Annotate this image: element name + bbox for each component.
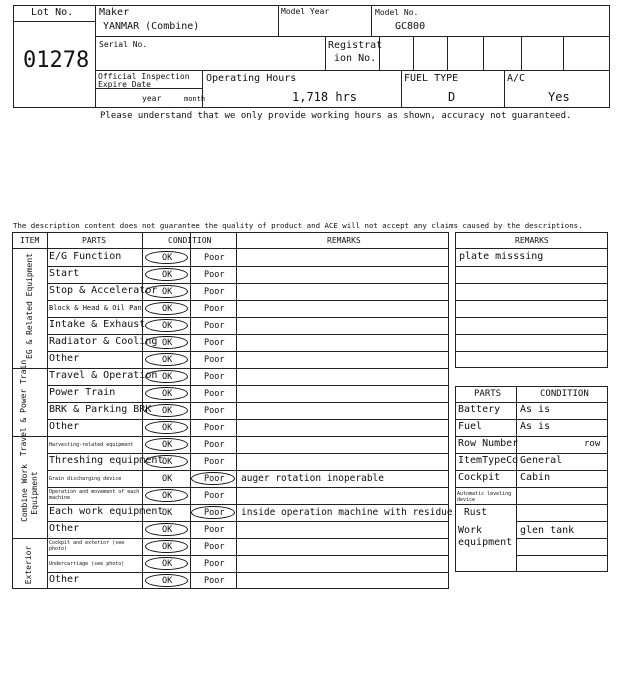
- condition-ok[interactable]: OK: [162, 321, 173, 331]
- selected-condition-circle: [145, 268, 188, 281]
- condition-poor[interactable]: Poor: [204, 372, 225, 382]
- spec-part-label: ItemTypeCd: [458, 455, 519, 466]
- right-remark-line: plate misssing: [459, 251, 544, 262]
- selected-condition-circle: [145, 370, 188, 383]
- row-part-label: Start: [49, 268, 80, 279]
- selected-condition-circle: [145, 251, 188, 264]
- right-remarks-header: REMARKS: [515, 236, 549, 245]
- condition-ok[interactable]: OK: [162, 559, 173, 569]
- selected-condition-circle: [145, 387, 188, 400]
- spec-part-label: Row Number: [458, 438, 519, 449]
- row-part-label: BRK & Parking BRK: [49, 404, 152, 415]
- condition-poor[interactable]: Poor: [204, 559, 225, 569]
- condition-ok[interactable]: OK: [162, 355, 173, 365]
- condition-ok[interactable]: OK: [162, 474, 173, 484]
- condition-poor[interactable]: Poor: [204, 508, 225, 518]
- registration-label-line2: ion No.: [334, 53, 377, 64]
- group-label-exterior: Exterior: [24, 545, 33, 585]
- inspection-label-line1: Official Inspection: [98, 72, 190, 81]
- spec-value: Cabin: [520, 472, 551, 483]
- fuel-type-value: D: [448, 90, 456, 104]
- spec-extra: row: [584, 439, 601, 449]
- selected-condition-circle: [145, 336, 188, 349]
- row-part-label: Intake & Exhaust: [49, 319, 146, 330]
- maker-value: YANMAR (Combine): [103, 21, 200, 32]
- row-part-label: Operation and movement of each machine: [49, 489, 140, 501]
- condition-poor[interactable]: Poor: [204, 253, 225, 263]
- selected-condition-circle: [145, 319, 188, 332]
- maker-label: Maker: [99, 7, 130, 18]
- condition-poor[interactable]: Poor: [204, 440, 225, 450]
- column-header-condition: CONDITION: [168, 236, 212, 245]
- row-part-label: Threshing equipment: [49, 455, 164, 466]
- condition-poor[interactable]: Poor: [204, 304, 225, 314]
- selected-condition-circle: [145, 523, 188, 536]
- condition-ok[interactable]: OK: [162, 270, 173, 280]
- row-remark: auger rotation inoperable: [241, 473, 384, 484]
- condition-ok[interactable]: OK: [162, 287, 173, 297]
- row-part-label: Radiator & Cooling: [49, 336, 158, 347]
- condition-poor[interactable]: Poor: [204, 321, 225, 331]
- spec-value: As is: [520, 404, 551, 415]
- group-label-combine: Combine Work Equipment: [20, 464, 39, 522]
- selected-condition-circle: [145, 421, 188, 434]
- column-header-remarks: REMARKS: [327, 236, 361, 245]
- lot-label: Lot No.: [31, 7, 74, 18]
- condition-ok[interactable]: OK: [162, 525, 173, 535]
- row-part-label: Other: [49, 353, 80, 364]
- selected-condition-circle: [191, 506, 235, 519]
- column-header-item: ITEM: [20, 236, 40, 245]
- spec-value: General: [520, 455, 563, 466]
- fuel-type-label: FUEL TYPE: [404, 73, 459, 84]
- hours-note: Please understand that we only provide working hours as shown, accuracy not guaranteed.: [100, 111, 572, 121]
- row-part-label: Grain discharging device: [49, 476, 122, 482]
- selected-condition-circle: [145, 557, 188, 570]
- spec-parts-header: PARTS: [474, 389, 502, 399]
- condition-ok[interactable]: OK: [162, 423, 173, 433]
- condition-poor[interactable]: Poor: [204, 542, 225, 552]
- condition-ok[interactable]: OK: [162, 338, 173, 348]
- selected-condition-circle: [145, 404, 188, 417]
- spec-part-label: Automatic leveling device: [457, 491, 512, 503]
- condition-ok[interactable]: OK: [162, 372, 173, 382]
- selected-condition-circle: [145, 540, 188, 553]
- selected-condition-circle: [145, 455, 188, 468]
- group-label-travel: Travel & Power Train: [19, 359, 28, 457]
- year-label: year: [142, 94, 162, 103]
- month-label: month: [184, 95, 206, 103]
- condition-poor[interactable]: Poor: [204, 389, 225, 399]
- group-label-eg: EG & Related Equipment: [25, 253, 34, 359]
- serial-label: Serial No.: [99, 40, 148, 49]
- row-part-label: Block & Head & Oil Pan: [49, 304, 142, 312]
- selected-condition-circle: [145, 489, 188, 502]
- condition-poor[interactable]: Poor: [204, 474, 225, 484]
- lot-number: 01278: [23, 48, 90, 73]
- condition-poor[interactable]: Poor: [204, 423, 225, 433]
- ac-value: Yes: [548, 90, 570, 104]
- condition-ok[interactable]: OK: [162, 508, 173, 518]
- model-no-label: Model No.: [375, 8, 419, 17]
- work-equipment-label: Work equipment: [458, 525, 513, 548]
- condition-poor[interactable]: Poor: [204, 457, 225, 467]
- model-no-value: GC800: [395, 21, 426, 32]
- condition-poor[interactable]: Poor: [204, 270, 225, 280]
- row-remark: inside operation machine with residue. Rust: [241, 507, 487, 518]
- selected-condition-circle: [191, 472, 235, 485]
- row-part-label: Other: [49, 523, 80, 534]
- row-part-label: Travel & Operation: [49, 370, 158, 381]
- work-equipment-value: glen tank: [520, 525, 575, 536]
- condition-poor[interactable]: Poor: [204, 338, 225, 348]
- spec-part-label: Fuel: [458, 421, 483, 432]
- spec-part-label: Cockpit: [458, 472, 501, 483]
- condition-ok[interactable]: OK: [162, 406, 173, 416]
- condition-ok[interactable]: OK: [162, 457, 173, 467]
- condition-ok[interactable]: OK: [162, 440, 173, 450]
- row-part-label: Each work equipment: [49, 506, 164, 517]
- row-part-label: Other: [49, 421, 80, 432]
- row-part-label: Harvesting-related equipment: [49, 442, 134, 448]
- selected-condition-circle: [145, 438, 188, 451]
- model-year-label: Model Year: [281, 7, 330, 16]
- row-part-label: E/G Function: [49, 251, 122, 262]
- disclaimer: The description content does not guarantee the quality of product and ACE will not accept any claims caused by the descriptions.: [13, 221, 583, 230]
- condition-ok[interactable]: OK: [162, 542, 173, 552]
- operating-hours-value: 1,718 hrs: [292, 90, 358, 104]
- row-part-label: Stop & Accelerator: [49, 285, 158, 296]
- ac-label: A/C: [507, 73, 526, 84]
- registration-label-line1: Registrat: [328, 40, 383, 51]
- column-header-parts: PARTS: [82, 236, 107, 245]
- condition-poor[interactable]: Poor: [204, 355, 225, 365]
- condition-ok[interactable]: OK: [162, 576, 173, 586]
- condition-poor[interactable]: Poor: [204, 525, 225, 535]
- condition-ok[interactable]: OK: [162, 304, 173, 314]
- spec-part-label: Battery: [458, 404, 501, 415]
- selected-condition-circle: [145, 302, 188, 315]
- condition-ok[interactable]: OK: [162, 389, 173, 399]
- row-part-label: Power Train: [49, 387, 116, 398]
- condition-poor[interactable]: Poor: [204, 491, 225, 501]
- condition-poor[interactable]: Poor: [204, 287, 225, 297]
- condition-ok[interactable]: OK: [162, 491, 173, 501]
- condition-ok[interactable]: OK: [162, 253, 173, 263]
- condition-poor[interactable]: Poor: [204, 406, 225, 416]
- condition-poor[interactable]: Poor: [204, 576, 225, 586]
- selected-condition-circle: [145, 353, 188, 366]
- selected-condition-circle: [145, 574, 188, 587]
- row-part-label: Undercarriage (see photo): [49, 561, 125, 567]
- row-part-label: Cockpit and exterior (see photo): [49, 540, 125, 552]
- inspection-label-line2: Expire Date: [98, 80, 151, 89]
- spec-condition-header: CONDITION: [540, 389, 589, 399]
- spec-value: As is: [520, 421, 551, 432]
- selected-condition-circle: [145, 285, 188, 298]
- operating-hours-label: Operating Hours: [206, 73, 297, 84]
- row-part-label: Other: [49, 574, 80, 585]
